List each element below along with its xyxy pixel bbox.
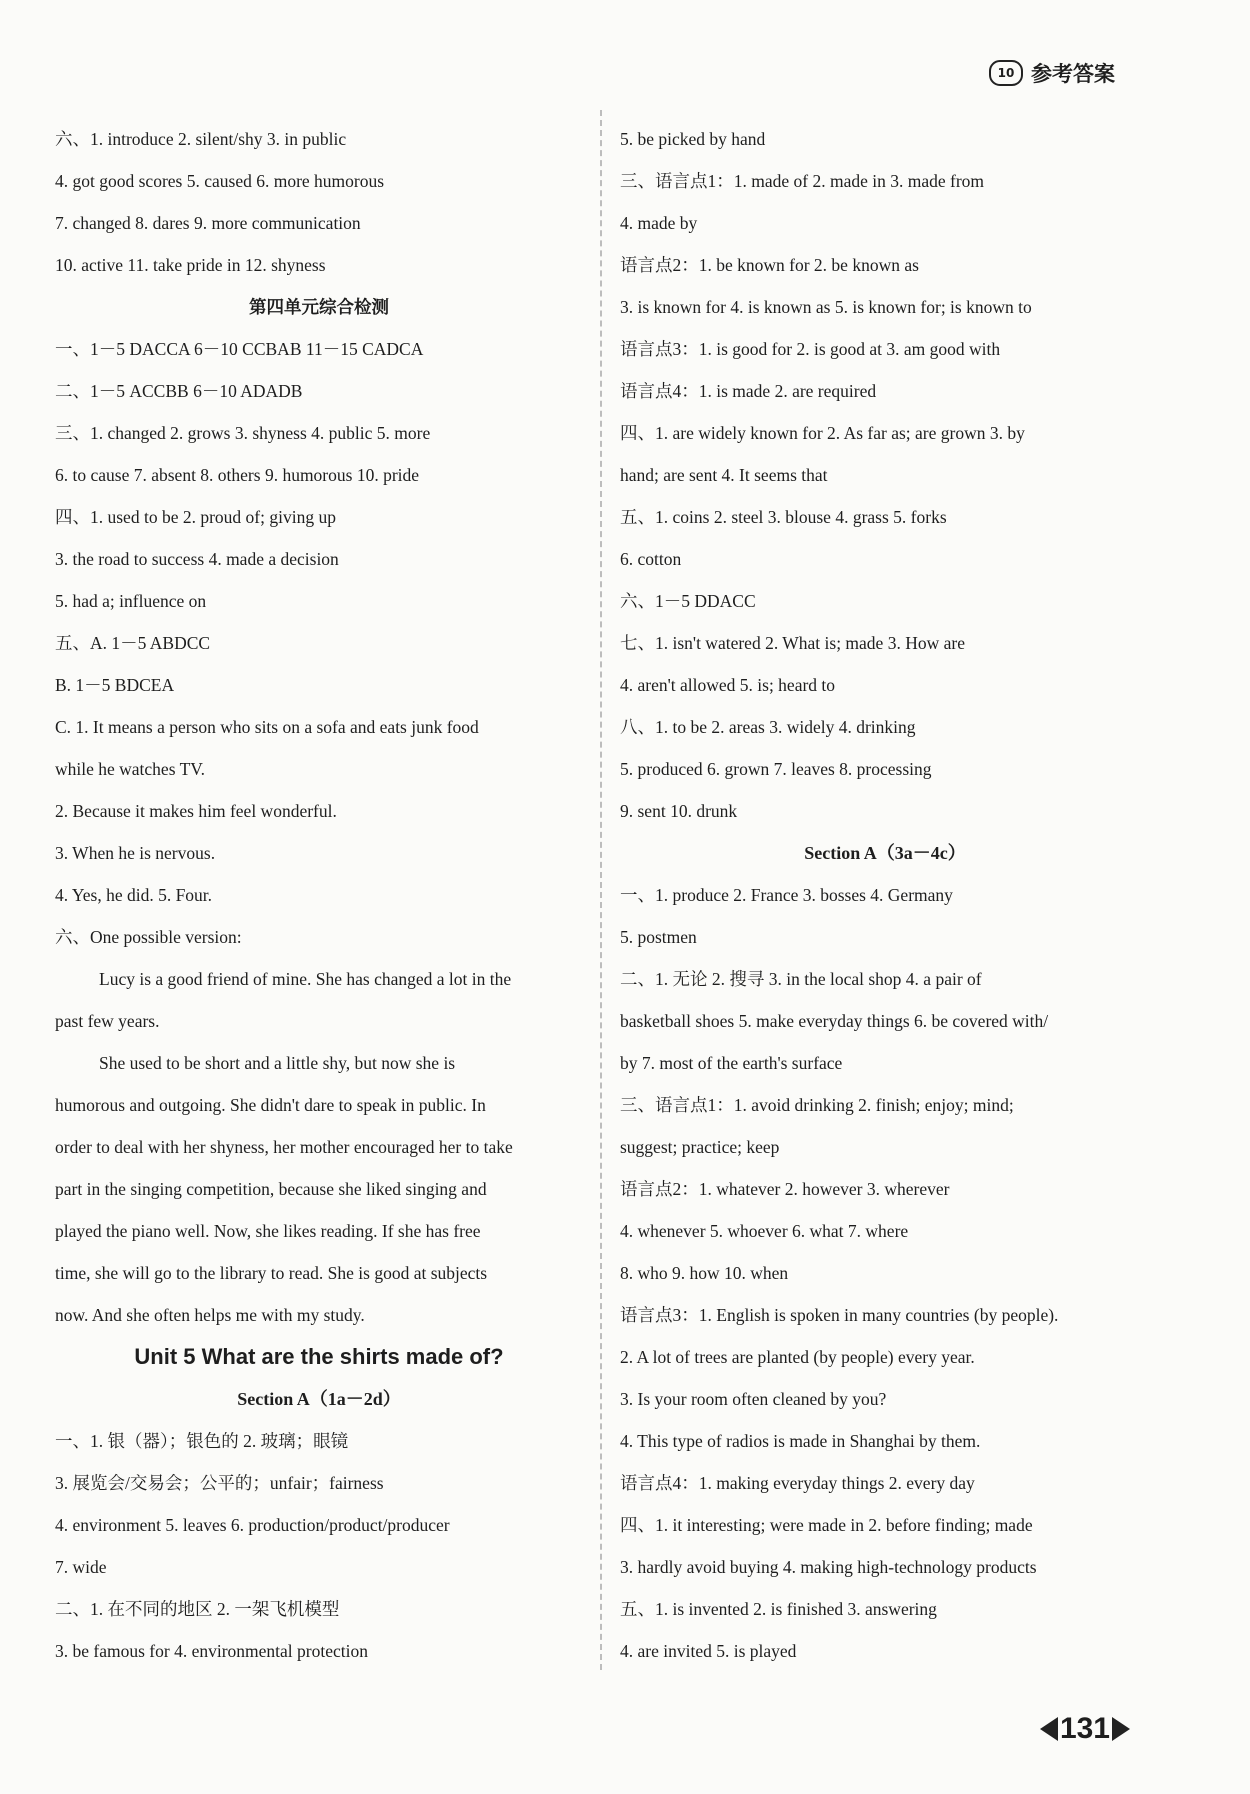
answer-line: time, she will go to the library to read. She is good at subjects bbox=[55, 1263, 488, 1283]
answer-line: 4. aren't allowed 5. is; heard to bbox=[620, 675, 836, 695]
answer-line: 9. sent 10. drunk bbox=[620, 801, 738, 821]
answer-line: while he watches TV. bbox=[55, 759, 206, 779]
answer-line: 3. is known for 4. is known as 5. is known for; is known to bbox=[620, 297, 1032, 317]
answer-line: 4. whenever 5. whoever 6. what 7. where bbox=[620, 1221, 909, 1241]
answer-line: 五、1. coins 2. steel 3. blouse 4. grass 5. forks bbox=[620, 507, 947, 527]
header-title: 参考答案 bbox=[1031, 62, 1115, 86]
answer-line: 四、1. are widely known for 2. As far as; are grown 3. by bbox=[620, 423, 1025, 443]
answer-line: 八、1. to be 2. areas 3. widely 4. drinking bbox=[620, 717, 916, 737]
answer-line: past few years. bbox=[55, 1011, 160, 1031]
answer-line: 3. 展览会/交易会；公平的；unfair；fairness bbox=[55, 1473, 384, 1493]
answer-line: suggest; practice; keep bbox=[620, 1137, 780, 1157]
answer-line: 3. be famous for 4. environmental protection bbox=[55, 1641, 368, 1661]
answer-line: 六、1－5 DDACC bbox=[620, 591, 756, 611]
answer-line: 2. Because it makes him feel wonderful. bbox=[55, 801, 337, 821]
answer-line: 四、1. used to be 2. proud of; giving up bbox=[55, 507, 336, 527]
answer-line: humorous and outgoing. She didn't dare to speak in public. In bbox=[55, 1095, 486, 1115]
answer-line: 一、1. 银（器）；银色的 2. 玻璃；眼镜 bbox=[55, 1431, 349, 1451]
page-header bbox=[989, 58, 1115, 88]
answer-line: 4. made by bbox=[620, 213, 698, 233]
answer-line: 6. to cause 7. absent 8. others 9. humorous 10. pride bbox=[55, 465, 420, 485]
answer-line: 语言点3：1. English is spoken in many countries (by people). bbox=[620, 1305, 1059, 1325]
answer-line: Unit 5 What are the shirts made of? bbox=[134, 1344, 504, 1369]
answer-line: order to deal with her shyness, her mother encouraged her to take bbox=[55, 1137, 513, 1157]
answer-line: 二、1－5 ACCBB 6－10 ADADB bbox=[55, 381, 303, 401]
arrow-right-icon bbox=[1112, 1717, 1130, 1741]
answer-line: 3. When he is nervous. bbox=[55, 843, 216, 863]
answer-line: 六、One possible version: bbox=[55, 927, 242, 947]
answer-line: 五、A. 1－5 ABDCC bbox=[55, 633, 211, 653]
answer-line: Section A（3a－4c） bbox=[804, 843, 966, 863]
answer-line: 4. are invited 5. is played bbox=[620, 1641, 797, 1661]
answer-line: 3. the road to success 4. made a decision bbox=[55, 549, 339, 569]
answer-line: C. 1. It means a person who sits on a sofa and eats junk food bbox=[55, 717, 479, 737]
answer-line: 5. be picked by hand bbox=[620, 129, 766, 149]
left-column bbox=[55, 118, 583, 1672]
answer-line: 三、语言点1：1. avoid drinking 2. finish; enjoy; mind; bbox=[620, 1095, 1014, 1115]
answer-line: Section A（1a－2d） bbox=[237, 1389, 401, 1409]
answer-line: 语言点3：1. is good for 2. is good at 3. am good with bbox=[620, 339, 1001, 359]
answer-line: 5. had a; influence on bbox=[55, 591, 207, 611]
answer-line: 一、1－5 DACCA 6－10 CCBAB 11－15 CADCA bbox=[55, 339, 424, 359]
answer-line: 六、1. introduce 2. silent/shy 3. in public bbox=[55, 129, 347, 149]
page-number bbox=[1040, 1712, 1130, 1746]
answer-line: 4. got good scores 5. caused 6. more humorous bbox=[55, 171, 385, 191]
answer-line: 语言点2：1. whatever 2. however 3. wherever bbox=[620, 1179, 950, 1199]
answer-line: part in the singing competition, because she liked singing and bbox=[55, 1179, 487, 1199]
answer-line: Lucy is a good friend of mine. She has changed a lot in the bbox=[99, 969, 512, 989]
answer-line: basketball shoes 5. make everyday things 6. be covered with/ bbox=[620, 1011, 1049, 1031]
answer-line: 三、1. changed 2. grows 3. shyness 4. public 5. more bbox=[55, 423, 431, 443]
answer-line: 七、1. isn't watered 2. What is; made 3. How are bbox=[620, 633, 965, 653]
answer-line: 5. produced 6. grown 7. leaves 8. processing bbox=[620, 759, 932, 779]
answer-line: 四、1. it interesting; were made in 2. before finding; made bbox=[620, 1515, 1033, 1535]
answer-line: 语言点2：1. be known for 2. be known as bbox=[620, 255, 919, 275]
answer-line: 第四单元综合检测 bbox=[249, 297, 389, 317]
answer-line: 4. environment 5. leaves 6. production/product/producer bbox=[55, 1515, 450, 1535]
answer-line: by 7. most of the earth's surface bbox=[620, 1053, 843, 1073]
answer-line: 4. Yes, he did. 5. Four. bbox=[55, 885, 213, 905]
answer-line: 一、1. produce 2. France 3. bosses 4. Germany bbox=[620, 885, 953, 905]
answer-line: 7. changed 8. dares 9. more communication bbox=[55, 213, 361, 233]
answer-line: B. 1－5 BDCEA bbox=[55, 675, 175, 695]
answer-line: 8. who 9. how 10. when bbox=[620, 1263, 789, 1283]
page-number-text: 131 bbox=[1059, 1712, 1110, 1745]
answer-line: 五、1. is invented 2. is finished 3. answering bbox=[620, 1599, 937, 1619]
answer-line: 6. cotton bbox=[620, 549, 682, 569]
answer-line: 二、1. 无论 2. 搜寻 3. in the local shop 4. a pair of bbox=[620, 969, 982, 989]
answer-line: 3. Is your room often cleaned by you? bbox=[620, 1389, 887, 1409]
answer-line: played the piano well. Now, she likes reading. If she has free bbox=[55, 1221, 481, 1241]
answer-line: 二、1. 在不同的地区 2. 一架飞机模型 bbox=[55, 1599, 340, 1619]
right-column bbox=[620, 118, 1150, 1672]
answer-line: 三、语言点1：1. made of 2. made in 3. made from bbox=[620, 171, 985, 191]
arrow-left-icon bbox=[1040, 1717, 1058, 1741]
answer-line: 7. wide bbox=[55, 1557, 107, 1577]
answer-line: 语言点4：1. is made 2. are required bbox=[620, 381, 877, 401]
answer-line: 5. postmen bbox=[620, 927, 697, 947]
answer-line: 4. This type of radios is made in Shanghai by them. bbox=[620, 1431, 981, 1451]
answer-line: now. And she often helps me with my study. bbox=[55, 1305, 365, 1325]
answer-line: 3. hardly avoid buying 4. making high-technology products bbox=[620, 1557, 1037, 1577]
column-divider bbox=[600, 110, 602, 1670]
answer-line: hand; are sent 4. It seems that bbox=[620, 465, 828, 485]
answer-line: 2. A lot of trees are planted (by people) every year. bbox=[620, 1347, 975, 1367]
answer-line: 语言点4：1. making everyday things 2. every day bbox=[620, 1473, 975, 1493]
answer-line: 10. active 11. take pride in 12. shyness bbox=[55, 255, 326, 275]
answer-line: She used to be short and a little shy, but now she is bbox=[99, 1053, 456, 1073]
book-logo-icon: 10 bbox=[989, 60, 1023, 86]
